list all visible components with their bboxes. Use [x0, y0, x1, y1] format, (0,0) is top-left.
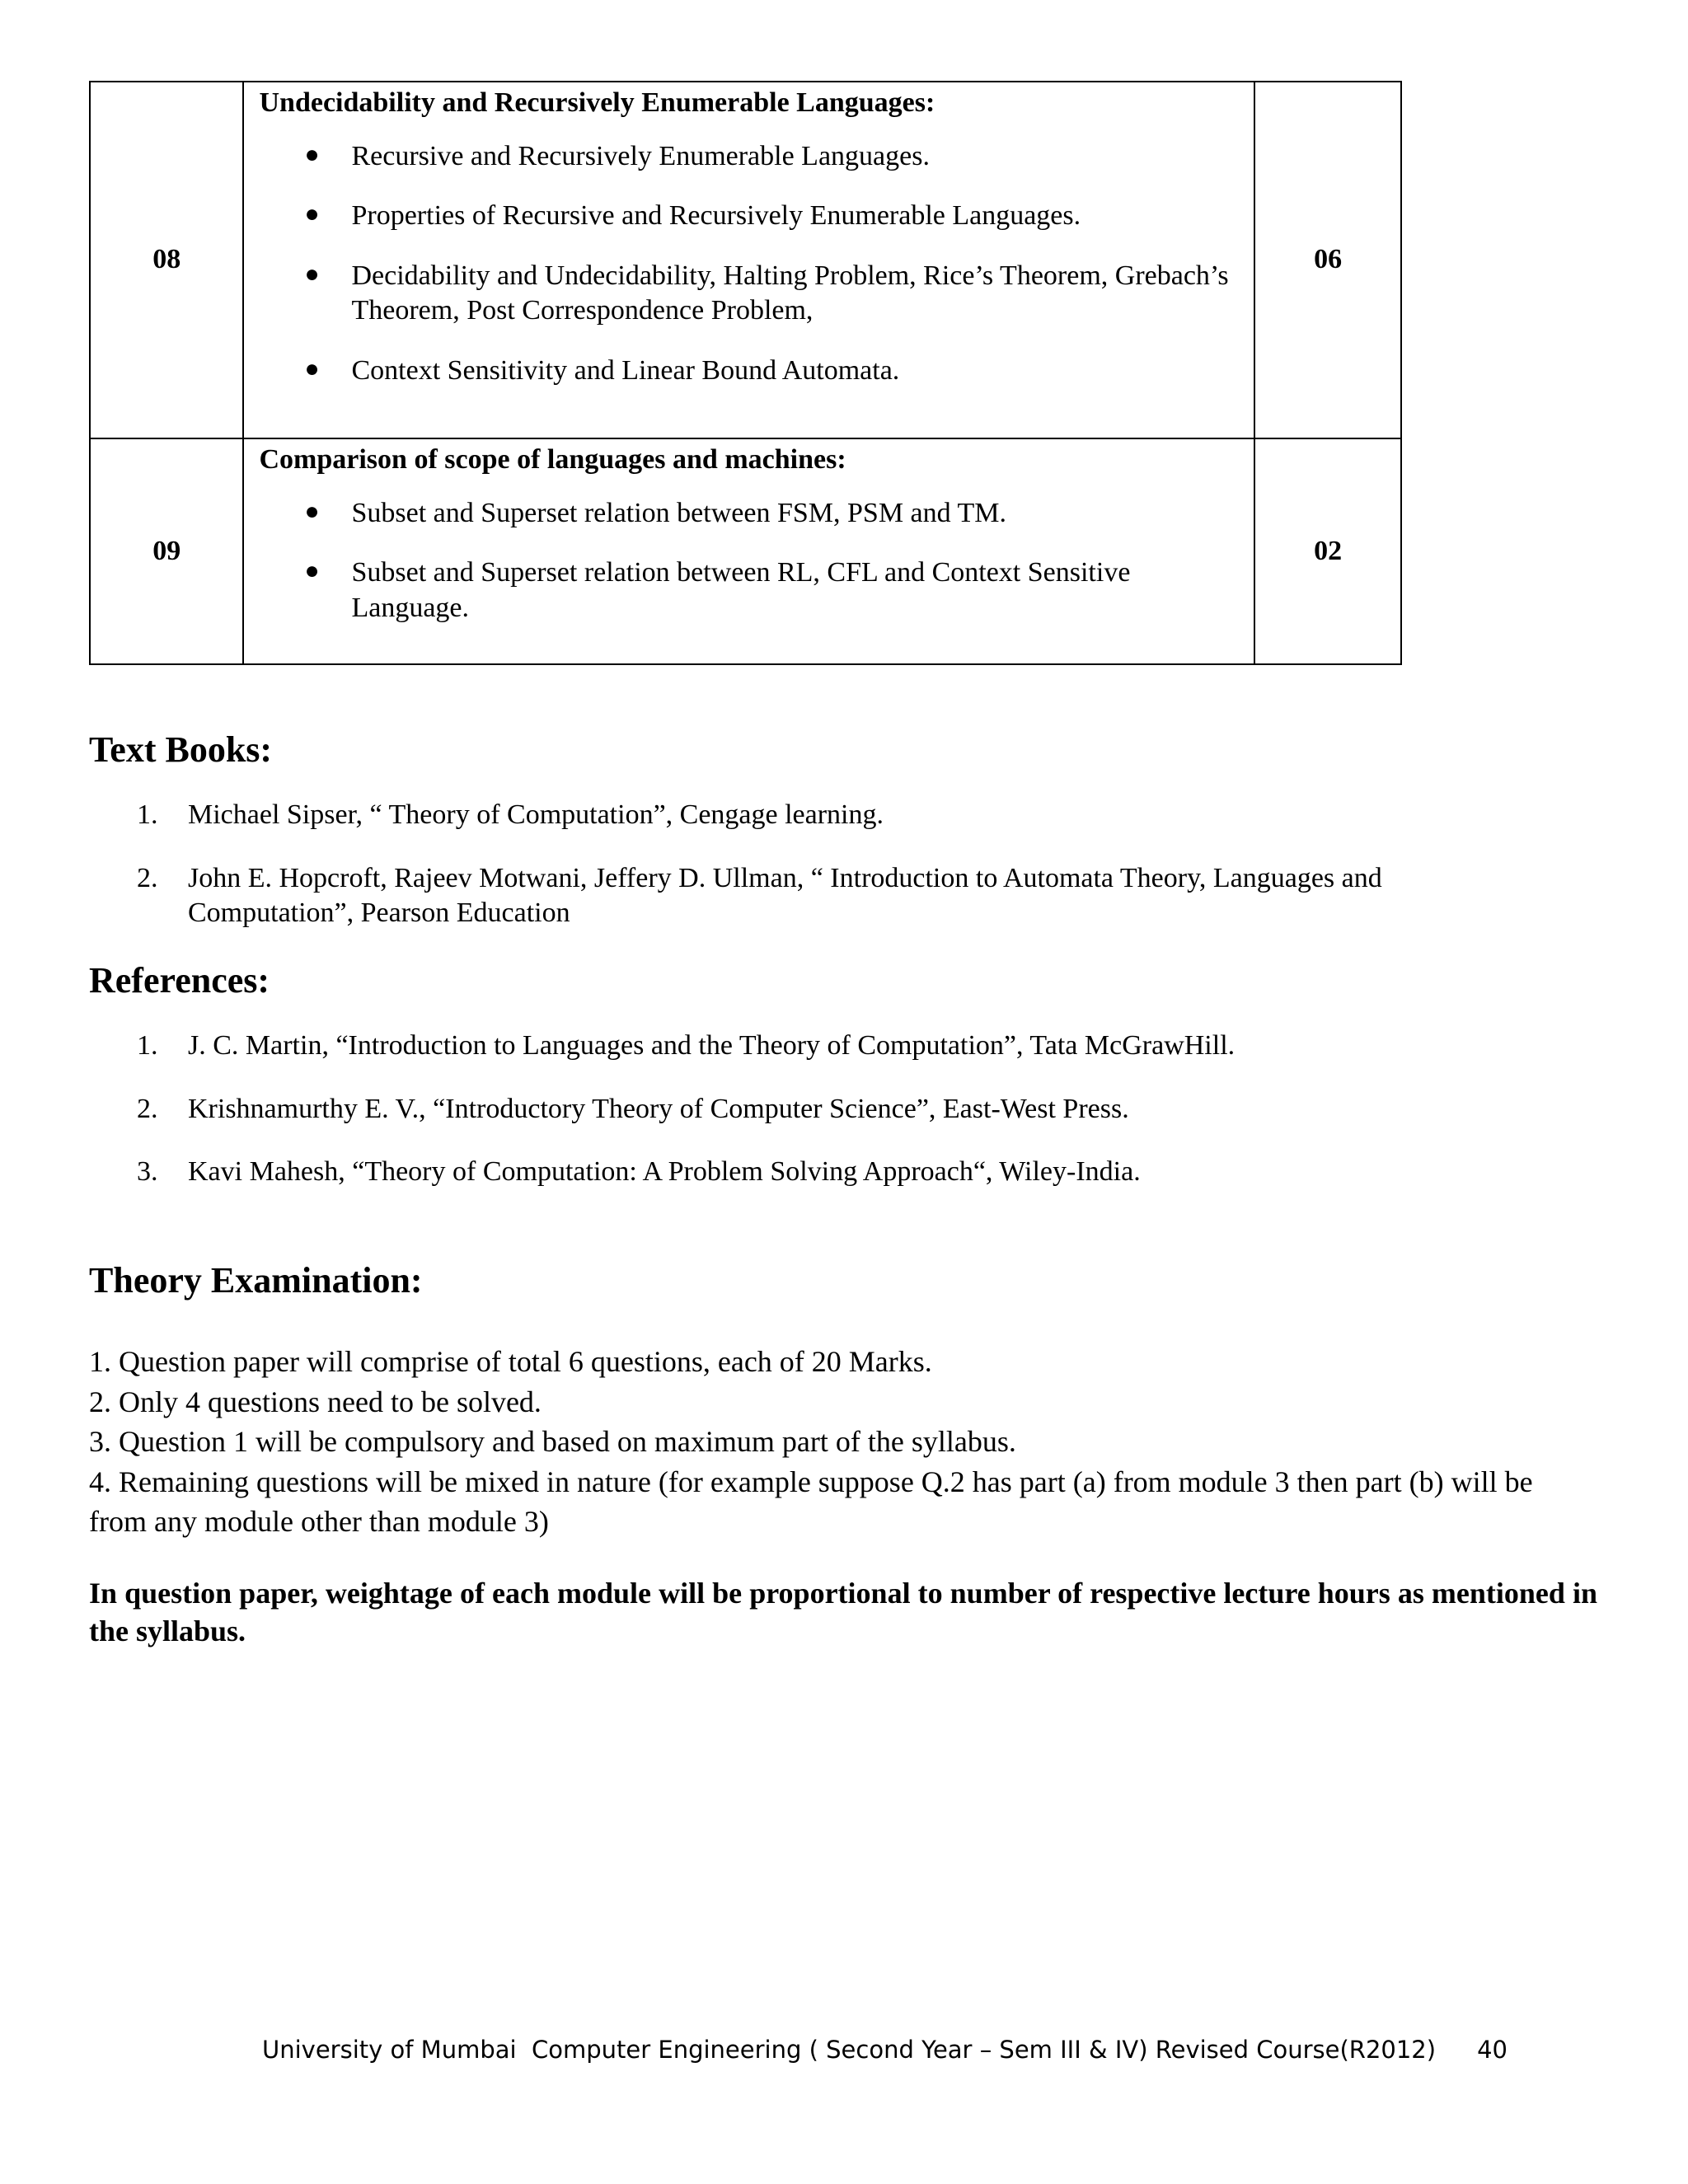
module-number: 09	[90, 438, 243, 664]
topic-list	[259, 139, 1239, 389]
list-item: ● Recursive and Recursively Enumerable Languages.	[304, 140, 930, 171]
lecture-hours: 02	[1254, 438, 1401, 664]
list-item: 1. Question paper will comprise of total 6 questions, each of 20 Marks.	[89, 1345, 932, 1378]
list-item: ● Context Sensitivity and Linear Bound Automata.	[304, 354, 900, 386]
bullet-icon: ●	[304, 200, 320, 227]
text-books-list	[132, 798, 1500, 959]
page-number: 40	[1477, 2036, 1507, 2064]
bullet-icon: ●	[304, 354, 320, 382]
list-item: ● Decidability and Undecidability, Halting Problem, Rice’s Theorem, Grebach’s Theorem, Post Correspondence Problem,	[304, 260, 1229, 326]
module-number: 08	[90, 82, 243, 438]
list-item: 2. John E. Hopcroft, Rajeev Motwani, Jeffery D. Ullman, “ Introduction to Automata Theory, Languages and Computation”, Pearson Education	[137, 862, 1382, 928]
list-item: 1. Michael Sipser, “ Theory of Computation”, Cengage learning.	[137, 799, 884, 830]
lecture-hours: 06	[1254, 82, 1401, 438]
topic-list	[259, 496, 1239, 626]
module-title: Comparison of scope of languages and machines:	[259, 444, 846, 475]
page-footer	[262, 2036, 1507, 2064]
list-item: 2. Krishnamurthy E. V., “Introductory Theory of Computer Science”, East-West Press.	[137, 1093, 1129, 1124]
module-content	[243, 438, 1254, 664]
bullet-icon: ●	[304, 140, 320, 168]
bullet-icon: ●	[304, 260, 320, 288]
list-item: ● Subset and Superset relation between FSM, PSM and TM.	[304, 497, 1007, 528]
text-books-heading: Text Books:	[89, 729, 273, 770]
module-content	[243, 82, 1254, 438]
list-item: 3. Question 1 will be compulsory and based on maximum part of the syllabus.	[89, 1425, 1016, 1459]
list-item: 2. Only 4 questions need to be solved.	[89, 1385, 542, 1418]
table-row	[90, 438, 1401, 664]
bullet-icon: ●	[304, 557, 320, 584]
syllabus-table	[89, 81, 1402, 665]
list-item: ● Properties of Recursive and Recursively Enumerable Languages.	[304, 200, 1081, 231]
exam-rules-list	[89, 1342, 1597, 1542]
list-item: 1. J. C. Martin, “Introduction to Languages and the Theory of Computation”, Tata McGrawHill.	[137, 1030, 1236, 1061]
bullet-icon: ●	[304, 497, 320, 525]
list-item: ● Subset and Superset relation between RL, CFL and Context Sensitive Language.	[304, 557, 1131, 623]
weightage-note: In question paper, weightage of each module will be proportional to number of respective lecture hours as mentioned in the syllabus.	[89, 1577, 1597, 1648]
table-row	[90, 82, 1401, 438]
list-item: 3. Kavi Mahesh, “Theory of Computation: A Problem Solving Approach“, Wiley-India.	[137, 1156, 1141, 1187]
references-heading: References:	[89, 960, 270, 1001]
references-list	[132, 1029, 1500, 1218]
module-title: Undecidability and Recursively Enumerable Languages:	[259, 87, 935, 118]
theory-exam-heading: Theory Examination:	[89, 1260, 423, 1301]
list-item: 4. Remaining questions will be mixed in nature (for example suppose Q.2 has part (a) from module 3 then part (b) will be from any module other than module 3)	[89, 1465, 1533, 1539]
footer-text: University of Mumbai Computer Engineering ( Second Year – Sem III & IV) Revised Course(R2012)	[262, 2036, 1437, 2064]
